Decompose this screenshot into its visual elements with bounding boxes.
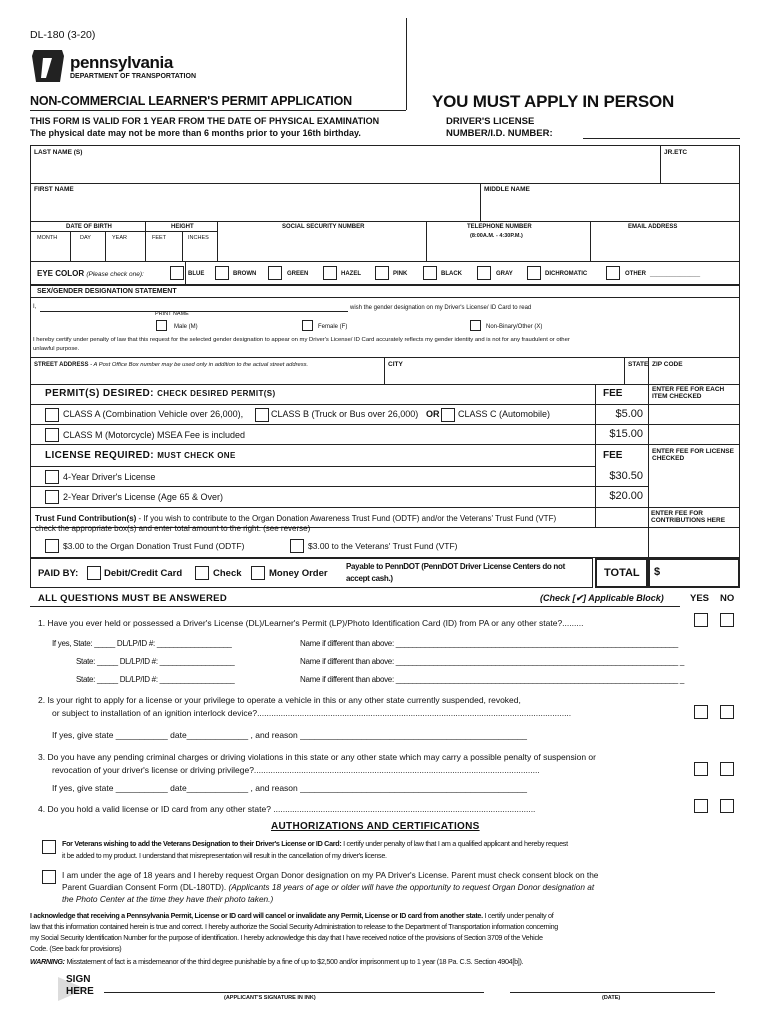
q2-text: 2. Is your right to apply for a license or your privilege to operate a vehicle in this or any other state currently suspended, revoked, xyxy=(38,695,521,705)
warning-text: Misstatement of fact is a misdemeanor of the third degree punishable by a fine of up to $2,500 and/or imprisonment up to 1 year (18 Pa. C.S. Section 4904[b]). xyxy=(66,957,524,966)
four-year-fee: $30.50 xyxy=(609,470,643,482)
license-fee-input[interactable] xyxy=(649,467,739,507)
donor-text-2: Parent Guardian Consent Form (DL-180TD). xyxy=(62,882,227,892)
class-m-checkbox[interactable] xyxy=(45,428,59,442)
state-label: STATE xyxy=(628,361,649,368)
year-label: YEAR xyxy=(112,235,127,241)
q3-text-b: revocation of your driver's license or driving privilege?......................................................................................................................... xyxy=(52,765,540,775)
vtf-label: $3.00 to the Veterans' Trust Fund (VTF) xyxy=(308,541,458,551)
gender-nonbinary-checkbox[interactable] xyxy=(470,320,481,331)
gender-i-prefix: I, xyxy=(33,304,37,310)
q3-yes-checkbox[interactable] xyxy=(694,762,708,776)
payable-note-2: accept cash.) xyxy=(346,574,393,583)
eye-hazel-checkbox[interactable] xyxy=(323,266,337,280)
eye-dichromatic-label: DICHROMATIC xyxy=(545,271,588,277)
middle-name-label: MIDDLE NAME xyxy=(484,186,530,193)
q4-text: 4. Do you hold a valid license or ID card from any other state? ............................................................................................................... xyxy=(38,804,536,814)
first-name-label: FIRST NAME xyxy=(34,186,74,193)
eye-dichromatic-checkbox[interactable] xyxy=(527,266,541,280)
eye-pink-checkbox[interactable] xyxy=(375,266,389,280)
zip-label: ZIP CODE xyxy=(652,361,683,368)
veterans-bold: For Veterans wishing to add the Veterans Designation to their Driver's License or ID Card: xyxy=(62,839,342,848)
license-enter-fee: ENTER FEE FOR LICENSE CHECKED xyxy=(652,448,734,463)
city-field[interactable] xyxy=(385,370,623,384)
keystone-logo-icon xyxy=(30,48,66,84)
permits-heading: PERMIT(S) DESIRED: xyxy=(45,388,154,399)
check-payment-label: Check xyxy=(213,568,242,579)
trust-fund-text: - If you wish to contribute to the Organ Donation Awareness Trust Fund (ODTF) and/or the Veterans' Trust Fund (VTF) xyxy=(138,514,557,523)
print-name-label: PRINT NAME xyxy=(155,311,189,317)
gender-wish-text: wish the gender designation on my Driver's License/ ID Card to read xyxy=(350,305,532,311)
q1-row2-name[interactable]: Name if different than above: ____________________________________________________________________ _ xyxy=(300,657,685,666)
city-label: CITY xyxy=(388,361,403,368)
eye-blue-label: BLUE xyxy=(188,271,205,277)
ssn-label: SOCIAL SECURITY NUMBER xyxy=(282,224,365,230)
dob-month-field[interactable] xyxy=(31,242,69,260)
applicant-signature-field[interactable] xyxy=(104,992,484,993)
license-heading-sub: MUST CHECK ONE xyxy=(157,451,236,460)
eye-hazel-label: HAZEL xyxy=(341,271,361,277)
q4-no-checkbox[interactable] xyxy=(720,799,734,813)
last-name-label: LAST NAME (S) xyxy=(34,149,83,156)
q4-yes-checkbox[interactable] xyxy=(694,799,708,813)
class-c-label: CLASS C (Automobile) xyxy=(458,409,551,419)
q2-yes-checkbox[interactable] xyxy=(694,705,708,719)
q2-text-b: or subject to installation of an ignition interlock device?..................................................................................................................................... xyxy=(52,708,572,718)
height-label: HEIGHT xyxy=(171,224,194,230)
eye-color-hint: (Please check one): xyxy=(86,271,144,278)
q3-details[interactable]: If yes, give state ___________ date_____________ , and reason ________________________________________________ xyxy=(52,783,528,793)
height-inches-field[interactable] xyxy=(183,242,216,260)
jr-etc-field[interactable] xyxy=(661,157,739,182)
q1-no-checkbox[interactable] xyxy=(720,613,734,627)
gender-section xyxy=(30,285,740,358)
debit-credit-label: Debit/Credit Card xyxy=(104,568,183,579)
q2-details[interactable]: If yes, give state ___________ date_____________ , and reason ________________________________________________ xyxy=(52,730,528,740)
veterans-text-2: it be added to my product. I understand that misrepresentation will result in the cancellation of my driver's license. xyxy=(62,851,387,860)
money-order-label: Money Order xyxy=(269,568,328,579)
paid-by-label: PAID BY: xyxy=(38,568,79,579)
signature-date-label: (DATE) xyxy=(602,995,621,1001)
class-a-label: CLASS A (Combination Vehicle over 26,000), xyxy=(63,409,244,419)
street-address-label: STREET ADDRESS xyxy=(34,362,89,368)
donor-text-2-italic: (Applicants 18 years of age or older will have the opportunity to request Organ Donor designation at xyxy=(228,882,595,892)
class-c-checkbox[interactable] xyxy=(441,408,455,422)
q2-no-checkbox[interactable] xyxy=(720,705,734,719)
debit-credit-checkbox[interactable] xyxy=(87,566,101,580)
two-year-checkbox[interactable] xyxy=(45,490,59,504)
dl-number-label: DRIVER'S LICENSE xyxy=(446,116,535,127)
class-abc-fee-input[interactable] xyxy=(649,405,739,424)
total-dollar: $ xyxy=(654,566,661,578)
email-label: EMAIL ADDRESS xyxy=(628,224,678,230)
street-hint: - A Post Office Box number may be used only in addition to the actual street address. xyxy=(90,362,309,368)
here-label: HERE xyxy=(66,986,94,997)
telephone-field[interactable] xyxy=(427,242,589,260)
yes-header: YES xyxy=(690,593,710,604)
header-divider xyxy=(406,18,407,110)
street-address-field[interactable] xyxy=(31,370,383,384)
eye-color-label: EYE COLOR xyxy=(37,269,85,278)
eye-black-label: BLACK xyxy=(441,271,462,277)
agency-subtitle: DEPARTMENT OF TRANSPORTATION xyxy=(70,73,196,80)
form-id: DL-180 (3-20) xyxy=(30,29,96,41)
id-number-label: NUMBER/I.D. NUMBER: xyxy=(446,128,553,139)
apply-in-person: YOU MUST APPLY IN PERSON xyxy=(432,92,675,111)
jr-etc-label: JR.ETC xyxy=(664,149,688,156)
feet-label: FEET xyxy=(152,235,167,241)
no-header: NO xyxy=(720,593,735,604)
agency-name: pennsylvania xyxy=(70,53,173,72)
class-b-checkbox[interactable] xyxy=(255,408,269,422)
q3-text: 3. Do you have any pending criminal charges or driving violations in this state or any other state which may carry a possible penalty of suspension or xyxy=(38,752,596,762)
payable-note: Payable to PennDOT (PennDOT Driver License Centers do not xyxy=(346,562,565,571)
veterans-text: I certify under penalty of law that I am a qualified applicant and hereby request xyxy=(343,839,568,848)
money-order-checkbox[interactable] xyxy=(251,566,265,580)
applicant-signature-label: (APPLICANT'S SIGNATURE IN INK) xyxy=(224,995,316,1001)
zip-field[interactable] xyxy=(649,370,739,384)
donor-text-1: I am under the age of 18 years and I hereby request Organ Donor designation on my PA Driver's License. Parent must check consent block on the xyxy=(62,870,599,880)
gender-male-checkbox[interactable] xyxy=(156,320,167,331)
state-field[interactable] xyxy=(625,370,647,384)
acknowledge-3: my Social Security Identification Number for the purpose of identification. I hereby acknowledge this day that I have received notice of the provisions of Section 3709 of the Vehicle xyxy=(30,933,543,942)
warning-label: WARNING: xyxy=(30,957,65,966)
month-label: MONTH xyxy=(37,235,58,241)
acknowledge-1: I certify under penalty of xyxy=(484,911,554,920)
odtf-label: $3.00 to the Organ Donation Trust Fund (ODTF) xyxy=(63,541,245,551)
q1-row3-state[interactable]: State: _____ DL/LP/ID #: __________________ xyxy=(76,675,235,684)
class-b-label: CLASS B (Truck or Bus over 26,000) xyxy=(271,409,419,419)
class-m-fee-input[interactable] xyxy=(649,425,739,444)
class-m-label: CLASS M (Motorcycle) MSEA Fee is included xyxy=(63,430,246,440)
donor-text-3: the Photo Center at the time they have their photo taken.) xyxy=(62,894,274,904)
dob-day-field[interactable] xyxy=(71,242,104,260)
contributions-enter-fee: ENTER FEE FOR CONTRIBUTIONS HERE xyxy=(651,510,726,525)
ssn-field[interactable] xyxy=(218,232,425,260)
odtf-checkbox[interactable] xyxy=(45,539,59,553)
gender-heading: SEX/GENDER DESIGNATION STATEMENT xyxy=(37,288,177,295)
class-or: OR xyxy=(426,409,440,419)
eye-pink-label: PINK xyxy=(393,271,408,277)
acknowledge-bold: I acknowledge that receiving a Pennsylvania Permit, License or ID card will cancel or invalidate any Permit, License or ID card from another state. xyxy=(30,911,483,920)
sign-label: SIGN xyxy=(66,974,91,985)
gender-print-name-field[interactable] xyxy=(40,311,348,312)
check-note: (Check [✔] Applicable Block) xyxy=(540,593,664,603)
first-name-field[interactable] xyxy=(31,195,479,220)
eye-other-label: OTHER xyxy=(625,271,646,277)
class-m-fee: $15.00 xyxy=(609,428,643,440)
gender-female-label: Female (F) xyxy=(318,324,348,330)
gender-nonbinary-label: Non-Binary/Other (X) xyxy=(486,324,543,330)
contributions-fee-input[interactable] xyxy=(649,530,739,557)
telephone-label: TELEPHONE NUMBER xyxy=(467,224,532,230)
authorizations-heading: AUTHORIZATIONS AND CERTIFICATIONS xyxy=(271,821,480,832)
q1-yes-checkbox[interactable] xyxy=(694,613,708,627)
height-feet-field[interactable] xyxy=(146,242,181,260)
check-payment-checkbox[interactable] xyxy=(195,566,209,580)
trust-fund-text-2: check the appropriate box(s) and enter total amount to the right. (see reverse) xyxy=(35,524,311,533)
dob-year-field[interactable] xyxy=(106,242,144,260)
eye-other-field[interactable]: _______________ xyxy=(650,271,701,277)
q3-no-checkbox[interactable] xyxy=(720,762,734,776)
eye-brown-label: BROWN xyxy=(233,271,257,277)
gender-certify: I hereby certify under penalty of law that this request for the selected gender designation to appear on my Driver's License/ ID Card accurately reflects my gender identity and is not for any fraudulent or other xyxy=(33,337,570,343)
total-label: TOTAL xyxy=(604,567,640,579)
four-year-label: 4-Year Driver's License xyxy=(63,472,156,482)
q1-row2-state[interactable]: State: _____ DL/LP/ID #: __________________ xyxy=(76,657,235,666)
eye-black-checkbox[interactable] xyxy=(423,266,437,280)
trust-fund-label: Trust Fund Contribution(s) xyxy=(35,514,137,523)
dl-number-field[interactable] xyxy=(583,138,740,139)
inches-label: INCHES xyxy=(188,235,209,241)
eye-other-checkbox[interactable] xyxy=(606,266,620,280)
q1-text: 1. Have you ever held or possessed a Driver's License (DL)/Learner's Permit (LP)/Photo Identification Card (ID) from PA or any other state?......... xyxy=(38,618,584,628)
permits-fee-label: FEE xyxy=(603,388,623,399)
eye-brown-checkbox[interactable] xyxy=(215,266,229,280)
gender-female-checkbox[interactable] xyxy=(302,320,313,331)
permits-heading-sub: CHECK DESIRED PERMIT(S) xyxy=(157,389,276,398)
date-note: The physical date may not be more than 6 months prior to your 16th birthday. xyxy=(30,128,361,138)
valid-note: THIS FORM IS VALID FOR 1 YEAR FROM THE DATE OF PHYSICAL EXAMINATION xyxy=(30,116,380,126)
acknowledge-4: Code. (See back for provisions) xyxy=(30,944,122,953)
gender-male-label: Male (M) xyxy=(174,324,198,330)
four-year-checkbox[interactable] xyxy=(45,470,59,484)
license-fee-label: FEE xyxy=(603,450,623,461)
q1-row1-name[interactable]: Name if different than above: ____________________________________________________________________ xyxy=(300,639,678,648)
organ-donor-checkbox[interactable] xyxy=(42,870,56,884)
email-field[interactable] xyxy=(591,232,739,260)
eye-green-label: GREEN xyxy=(287,271,309,277)
form-title: NON-COMMERCIAL LEARNER'S PERMIT APPLICATION xyxy=(30,94,352,108)
telephone-hours: (8:00A.M. - 4:30P.M.) xyxy=(470,233,523,239)
class-abc-fee: $5.00 xyxy=(615,408,643,420)
questions-heading: ALL QUESTIONS MUST BE ANSWERED xyxy=(38,593,227,604)
acknowledge-2: law that this information contained herein is true and correct. I hereby authorize the Social Security Administration to release to the Department of Transportation information concerning xyxy=(30,922,558,931)
total-field[interactable] xyxy=(648,558,740,588)
gender-certify-2: unlawful purpose. xyxy=(33,346,80,352)
day-label: DAY xyxy=(80,235,91,241)
two-year-label: 2-Year Driver's License (Age 65 & Over) xyxy=(63,492,223,502)
permits-enter-fee: ENTER FEE FOR EACH ITEM CHECKED xyxy=(652,386,725,401)
last-name-field[interactable] xyxy=(31,157,659,182)
q1-row3-name[interactable]: Name if different than above: ____________________________________________________________________ _ xyxy=(300,675,685,684)
vtf-checkbox[interactable] xyxy=(290,539,304,553)
signature-date-field[interactable] xyxy=(510,992,715,993)
veterans-checkbox[interactable] xyxy=(42,840,56,854)
eye-green-checkbox[interactable] xyxy=(268,266,282,280)
eye-gray-checkbox[interactable] xyxy=(477,266,491,280)
class-a-checkbox[interactable] xyxy=(45,408,59,422)
eye-blue-checkbox[interactable] xyxy=(170,266,184,280)
eye-gray-label: GRAY xyxy=(496,271,513,277)
middle-name-field[interactable] xyxy=(481,195,739,220)
two-year-fee: $20.00 xyxy=(609,490,643,502)
dob-label: DATE OF BIRTH xyxy=(66,224,112,230)
license-heading: LICENSE REQUIRED: xyxy=(45,450,155,461)
q1-row1-state[interactable]: If yes, State: _____ DL/LP/ID #: __________________ xyxy=(52,639,232,648)
